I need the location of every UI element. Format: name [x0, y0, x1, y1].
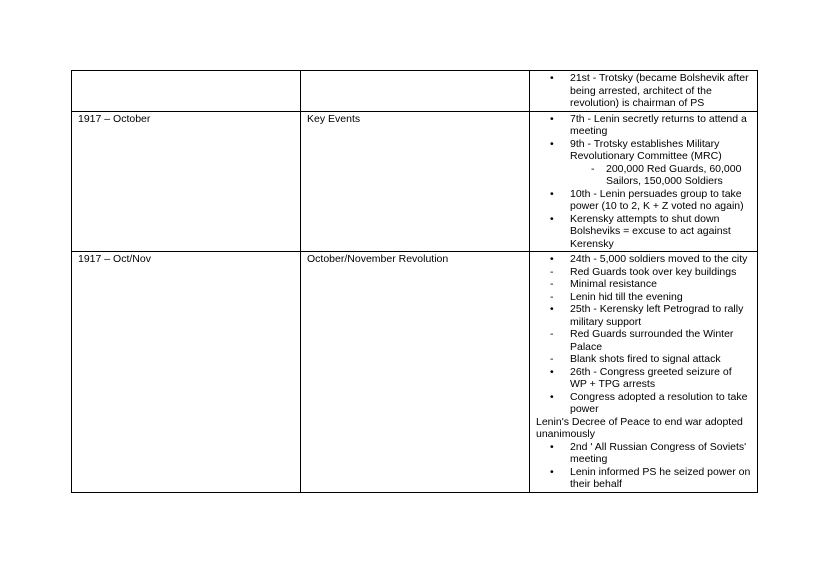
bullet-item: • 7th - Lenin secretly returns to attend a meeting [536, 113, 751, 138]
dash-item: - Red Guards took over key buildings [536, 266, 751, 279]
notes-table [71, 70, 758, 493]
note-list [536, 72, 751, 110]
dash-item: - Blank shots fired to signal attack [536, 353, 751, 366]
bullet-item: • 9th - Trotsky establishes Military Revolutionary Committee (MRC) [536, 138, 751, 163]
dash-item: - Red Guards surrounded the Winter Palace [536, 328, 751, 353]
sub-item: - 200,000 Red Guards, 60,000 Sailors, 150,000 Soldiers [536, 163, 751, 188]
topic-cell [301, 71, 530, 112]
notes-cell [530, 111, 758, 252]
topic-cell: Key Events [301, 111, 530, 252]
date-cell [72, 71, 301, 112]
date-cell: 1917 – Oct/Nov [72, 252, 301, 493]
bullet-item: • Congress adopted a resolution to take power [536, 391, 751, 416]
dash-item: - Lenin hid till the evening [536, 291, 751, 304]
note-list [536, 113, 751, 251]
note-list [536, 441, 751, 491]
bullet-item: • 25th - Kerensky left Petrograd to rally military support [536, 303, 751, 328]
dash-item: - Minimal resistance [536, 278, 751, 291]
table-row [72, 71, 758, 112]
note-paragraph: Lenin's Decree of Peace to end war adopted unanimously [536, 415, 743, 440]
topic-cell: October/November Revolution [301, 252, 530, 493]
table-row [72, 252, 758, 493]
bullet-item: • 2nd ' All Russian Congress of Soviets' meeting [536, 441, 751, 466]
bullet-item: • 10th - Lenin persuades group to take power (10 to 2, K + Z voted no again) [536, 188, 751, 213]
notes-table-body [72, 71, 758, 493]
bullet-item: • Kerensky attempts to shut down Bolsheviks = excuse to act against Kerensky [536, 213, 751, 251]
date-cell: 1917 – October [72, 111, 301, 252]
note-list [536, 253, 751, 416]
table-row [72, 111, 758, 252]
bullet-item: • 26th - Congress greeted seizure of WP + TPG arrests [536, 366, 751, 391]
notes-cell [530, 252, 758, 493]
bullet-item: • 24th - 5,000 soldiers moved to the city [536, 253, 751, 266]
notes-cell [530, 71, 758, 112]
bullet-item: • Lenin informed PS he seized power on their behalf [536, 466, 751, 491]
bullet-item: • 21st - Trotsky (became Bolshevik after being arrested, architect of the revolution) is chairman of PS [536, 72, 751, 110]
